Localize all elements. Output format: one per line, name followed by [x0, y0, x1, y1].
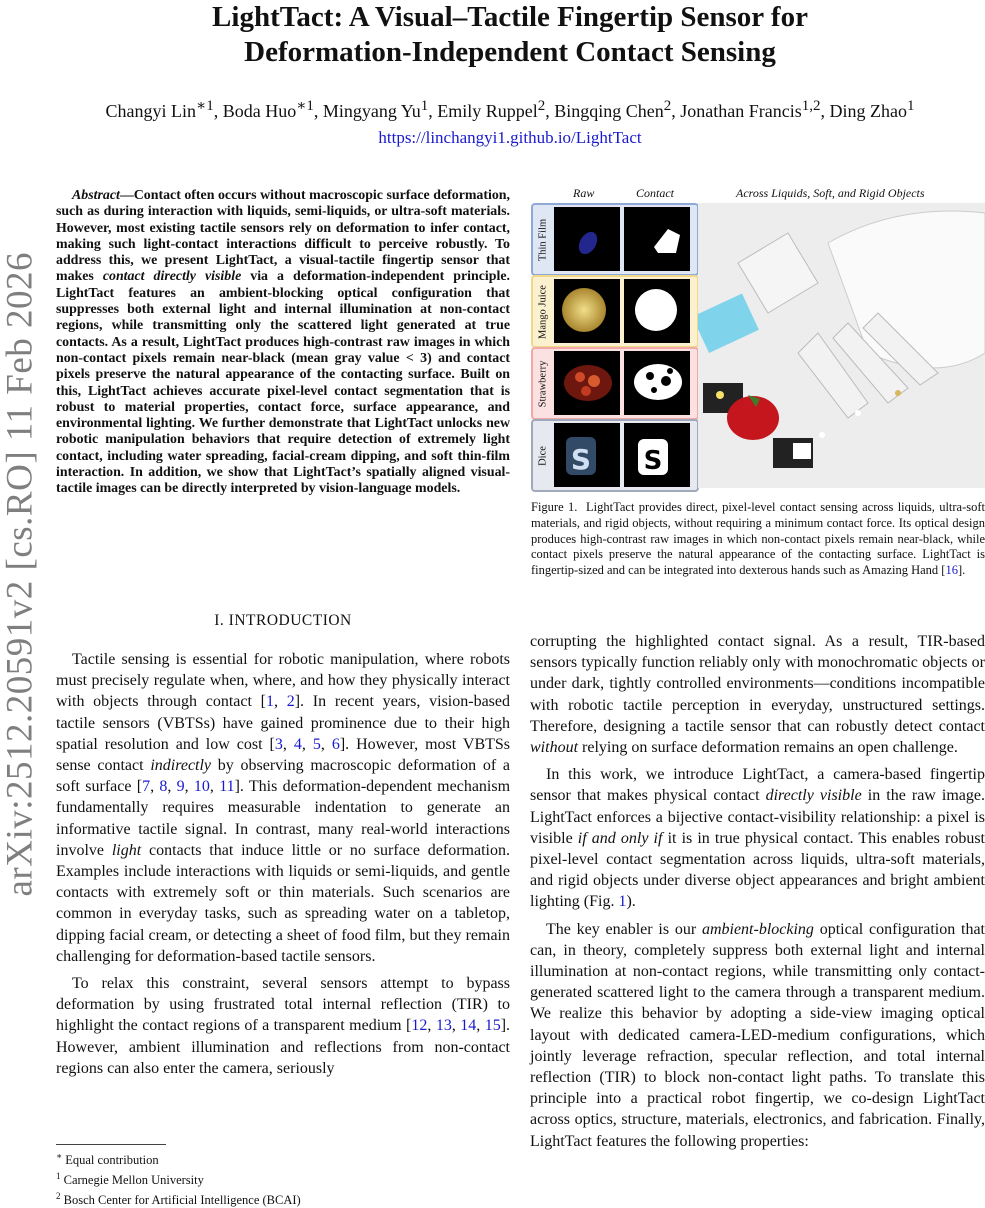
author: Ding Zhao$^1$ [829, 98, 915, 121]
contact-image-thin-film [624, 207, 690, 271]
citation-link[interactable]: 2 [286, 693, 295, 711]
figure-row-thin-film [531, 203, 699, 276]
project-link[interactable]: https://linchangyi1.github.io/LightTact [378, 128, 642, 147]
paragraph: To relax this constraint, several sensors attempt to bypass deformation by using frustrated total internal reflection (TIR) to highlight the contact regions of a transparent medium [12, 13, 14, 15]. However, ambient illumination and reflections from non-contact regions can also enter the camera, seriously [56, 975, 511, 1077]
citation-link[interactable]: 6 [331, 735, 340, 753]
row-label: Dice [537, 445, 548, 466]
footnote-rule [56, 1144, 166, 1145]
arxiv-identifier: arXiv:2512.20591v2 [cs.RO] 11 Feb 2026 [0, 251, 41, 897]
intro-column-1 [56, 649, 510, 1085]
paragraph: In this work, we introduce LightTact, a camera-based fingertip sensor that makes physical contact directly visible in the raw image. LightTact enforces a bijective contact-visibility relationship: a pixel is visible if and only if it is in true physical contact. This enables robust pixel-level contact segmentation across liquids, ultra-soft materials, and rigid objects under diverse object appearances and bright ambient lighting (Fig. 1). [530, 766, 985, 911]
raw-image-strawberry [554, 351, 620, 415]
citation-link[interactable]: 16 [945, 563, 958, 578]
section-heading: I. INTRODUCTION [214, 612, 352, 629]
title-line-1: LightTact: A Visual–Tactile Fingertip Sensor for [212, 1, 808, 33]
intro-column-2 [530, 631, 985, 1158]
row-label: Thin Film [537, 218, 548, 261]
citation-link[interactable]: 4 [293, 735, 302, 753]
figure-row-dice [531, 419, 699, 492]
citation-link[interactable]: 15 [484, 1017, 501, 1035]
abstract-label: Abstract [72, 188, 120, 203]
figure-col-contact: Contact [636, 186, 674, 200]
author: Bingqing Chen$^2$ [554, 98, 672, 121]
citation-link[interactable]: 11 [219, 778, 235, 796]
paragraph: Tactile sensing is essential for robotic manipulation, where robots must precisely regulate when, where, and how they physically interact with objects through contact [1, 2]. In recent years, vision-based tactile sensors (VBTSs) have gained prominence due to their high spatial resolution and low cost [3, 4, 5, 6]. However, most VBTSs sense contact indirectly by observing macroscopic deformation of a soft surface [7, 8, 9, 10, 11]. This deformation-dependent mechanism fundamentally requires measurable indentation to generate an informative tactile signal. In contrast, many real-world interactions involve light contacts that induce little or no surface deformation. Examples include interactions with liquids or semi-liquids, and gentle contacts with extremely soft or thin materials. Such scenarios are common in everyday tasks, such as spreading water on a tabletop, dipping facial cream, or detecting a sheet of food film, but they remain challenging for deformation-based tactile sensors. [56, 651, 511, 965]
robot-hand-photo [698, 203, 985, 488]
paragraph: corrupting the highlighted contact signal. As a result, TIR-based sensors typically function reliably only with monochromatic objects or under dark, tightly controlled environments—conditions incompatible with robotic tactile perception in everyday, unstructured settings. Therefore, designing a tactile sensor that can robustly detect contact without relying on surface deformation remains an open challenge. [530, 633, 985, 757]
raw-image-dice [554, 423, 620, 487]
footnotes [56, 1148, 510, 1208]
footnote: ∗ Equal contribution [56, 1151, 159, 1168]
footnote: $^1$ Carnegie Mellon University [56, 1171, 204, 1188]
author: Emily Ruppel$^2$ [437, 98, 546, 121]
paper-title [110, 0, 910, 70]
author: Mingyang Yu$^1$ [322, 98, 429, 121]
contact-image-dice [624, 423, 690, 487]
author: Jonathan Francis$^{1,2}$ [680, 98, 821, 121]
citation-link[interactable]: 12 [411, 1017, 428, 1035]
citation-link[interactable]: 13 [435, 1017, 452, 1035]
row-label: Mango Juice [537, 284, 548, 339]
svg-text:S: S [643, 446, 663, 476]
citation-link[interactable]: 3 [274, 735, 283, 753]
svg-text:S: S [570, 443, 592, 476]
raw-image-thin-film [554, 207, 620, 271]
citation-link[interactable]: 8 [159, 778, 168, 796]
figure-col-raw: Raw [573, 186, 595, 200]
row-label: Strawberry [537, 360, 548, 407]
figure-row-mango-juice [531, 275, 699, 348]
figure-col-across: Across Liquids, Soft, and Rigid Objects [736, 186, 925, 200]
raw-image-mango-juice [554, 279, 620, 343]
citation-link[interactable]: 5 [312, 735, 321, 753]
citation-link[interactable]: 1 [265, 693, 274, 711]
citation-link[interactable]: 10 [193, 778, 210, 796]
abstract: Abstract—Contact often occurs without macroscopic surface deformation, such as during interaction with liquids, semi-liquids, or ultra-soft materials. However, most existing tactile sensors rely on deformation to infer contact, making such light-contact interactions difficult to perceive robustly. To address this, we present LightTact, a visual-tactile fingertip sensor that makes contact directly visible via a deformation-independent principle. LightTact features an ambient-blocking optical configuration that suppresses both external light and internal illumination at non-contact regions, while transmitting only the scattered light generated at true contacts. As a result, LightTact produces high-contrast raw images in which non-contact pixels remain near-black (mean gray value < 3) and contact pixels preserve the natural appearance of the contacting surface. Built on this, LightTact achieves accurate pixel-level contact segmentation that is robust to material properties, contact force, surface appearance, and environmental lighting. We further demonstrate that LightTact unlocks new robotic manipulation behaviors that require detection of extremely light contact, including water spreading, facial-cream dipping, and soft thin-film interaction. In addition, we show that LightTact’s spatially aligned visual-tactile images can be directly interpreted by vision-language models. [56, 188, 510, 497]
author-list: Changyi Lin$^{∗1}$, Boda Huo$^{∗1}$, Mingyang Yu$^1$, Emily Ruppel$^2$, Bingqing Chen$^2$, Jonathan Francis$^{1,2}$, Ding Zhao$^1$ [105, 98, 915, 121]
citation-link[interactable]: 7 [142, 778, 151, 796]
citation-link[interactable]: 9 [176, 778, 185, 796]
figure-link[interactable]: 1 [618, 893, 627, 911]
figure-caption: Figure 1. LightTact provides direct, pixel-level contact sensing across liquids, ultra-soft materials, and rigid objects, without requiring a minimum contact force. Its optical design produces high-contrast raw images in which non-contact pixels remain near-black, while contact pixels preserve the natural appearance of the contacting surface. LightTact is fingertip-sized and can be integrated into dexterous hands such as Amazing Hand [16]. [531, 500, 985, 578]
author: Boda Huo$^{∗1}$ [222, 98, 314, 121]
paragraph: The key enabler is our ambient-blocking optical configuration that can, in theory, completely suppress both external light and internal illumination at non-contact regions, while transmitting only contact-generated scattered light to the camera through a transparent medium. We realize this behavior by adopting a side-view imaging optical layout with dedicated camera-LED-medium configurations, which jointly leverage refraction, specular reflection, and total internal reflection (TIR) to block non-contact light paths. To translate this principle into a practical robot fingertip, we co-design LightTact across optics, structure, materials, electronics, and fabrication. Finally, LightTact features the following properties: [530, 920, 985, 1150]
author: Changyi Lin$^{∗1}$ [105, 98, 214, 121]
contact-image-mango-juice [624, 279, 690, 343]
citation-link[interactable]: 14 [460, 1017, 477, 1035]
title-line-2: Deformation-Independent Contact Sensing [244, 36, 776, 68]
figure-row-strawberry [531, 347, 699, 420]
contact-image-strawberry [624, 351, 690, 415]
footnote: $^2$ Bosch Center for Artificial Intelligence (BCAI) [56, 1191, 301, 1208]
